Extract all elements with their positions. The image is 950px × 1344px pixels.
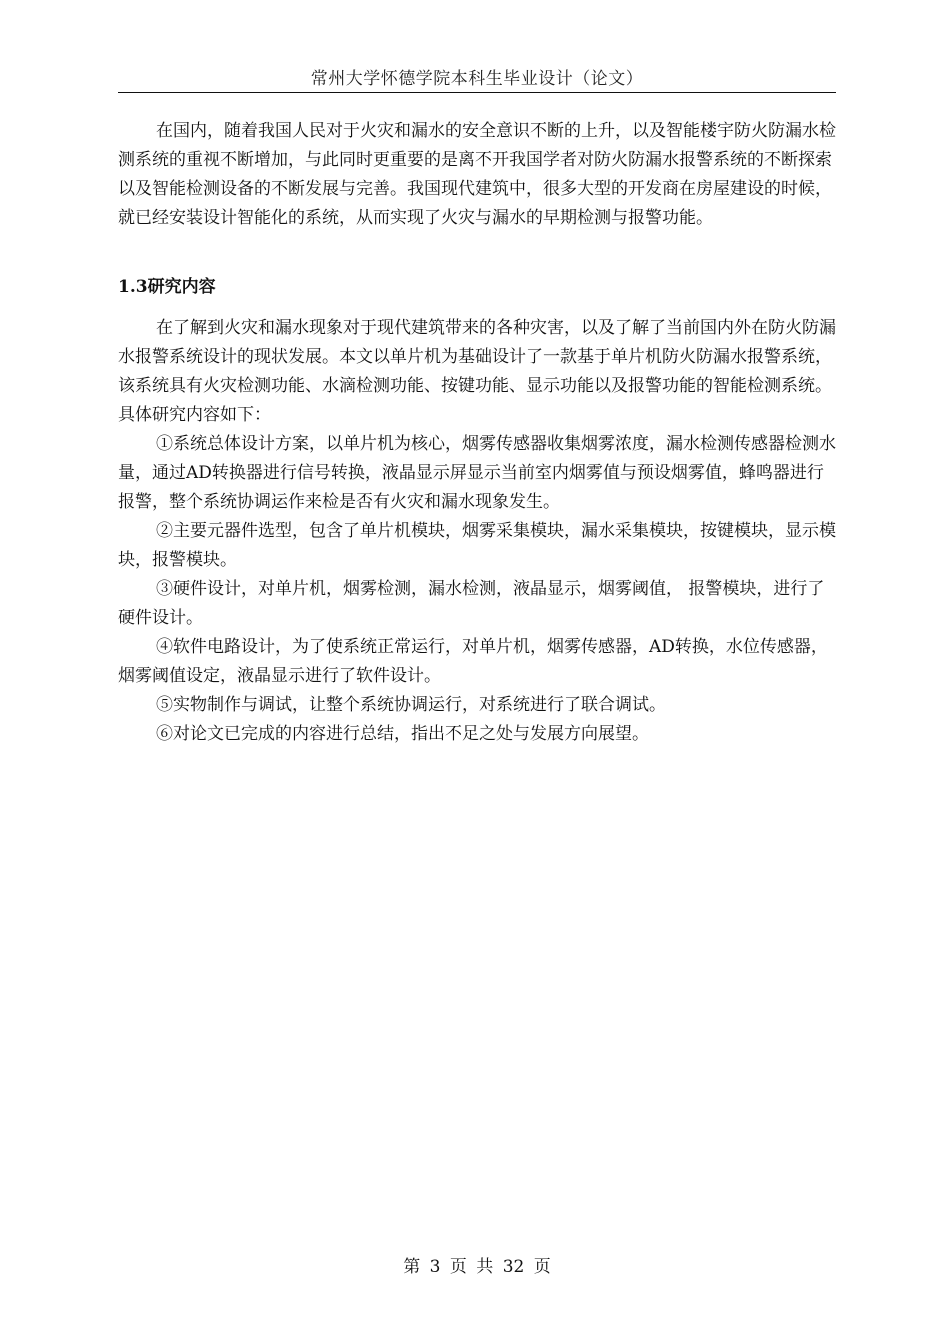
section-lead-paragraph: 在了解到火灾和漏水现象对于现代建筑带来的各种灾害，以及了解了当前国内外在防火防漏水报警系统设计的现状发展。本文以单片机为基础设计了一款基于单片机防火防漏水报警系统，该系统具有火灾检测功能、水滴检测功能、按键功能、显示功能以及报警功能的智能检测系统。具体研究内容如下：: [118, 318, 836, 425]
research-item-5: ⑤实物制作与调试，让整个系统协调运行，对系统进行了联合调试。: [156, 695, 666, 715]
research-content-section: [118, 314, 836, 749]
intro-section: [118, 117, 836, 233]
page-number-footer: 第 3 页 共 32 页: [403, 1257, 551, 1277]
research-item-2: ②主要元器件选型，包含了单片机模块，烟雾采集模块，漏水采集模块，按键模块，显示模块，报警模块。: [118, 521, 836, 570]
research-item-6: ⑥对论文已完成的内容进行总结，指出不足之处与发展方向展望。: [156, 724, 649, 744]
research-item-1: ①系统总体设计方案，以单片机为核心，烟雾传感器收集烟雾浓度，漏水检测传感器检测水量，通过AD转换器进行信号转换，液晶显示屏显示当前室内烟雾值与预设烟雾值，蜂鸣器进行报警，整个系统协调运作来检是否有火灾和漏水现象发生。: [118, 434, 836, 512]
page-header-title: 常州大学怀德学院本科生毕业设计（论文）: [310, 69, 644, 89]
intro-paragraph: 在国内，随着我国人民对于火灾和漏水的安全意识不断的上升，以及智能楼宇防火防漏水检测系统的重视不断增加，与此同时更重要的是离不开我国学者对防火防漏水报警系统的不断探索以及智能检测设备的不断发展与完善。我国现代建筑中，很多大型的开发商在房屋建设的时候，就已经安装设计智能化的系统，从而实现了火灾与漏水的早期检测与报警功能。: [118, 121, 836, 228]
research-item-4: ④软件电路设计，为了使系统正常运行，对单片机，烟雾传感器，AD转换，水位传感器，烟雾阈值设定，液晶显示进行了软件设计。: [118, 637, 828, 686]
header-divider: [118, 92, 836, 93]
research-item-3: ③硬件设计，对单片机，烟雾检测，漏水检测，液晶显示，烟雾阈值， 报警模块，进行了硬件设计。: [118, 579, 825, 628]
section-heading: 1.3研究内容: [118, 277, 216, 297]
